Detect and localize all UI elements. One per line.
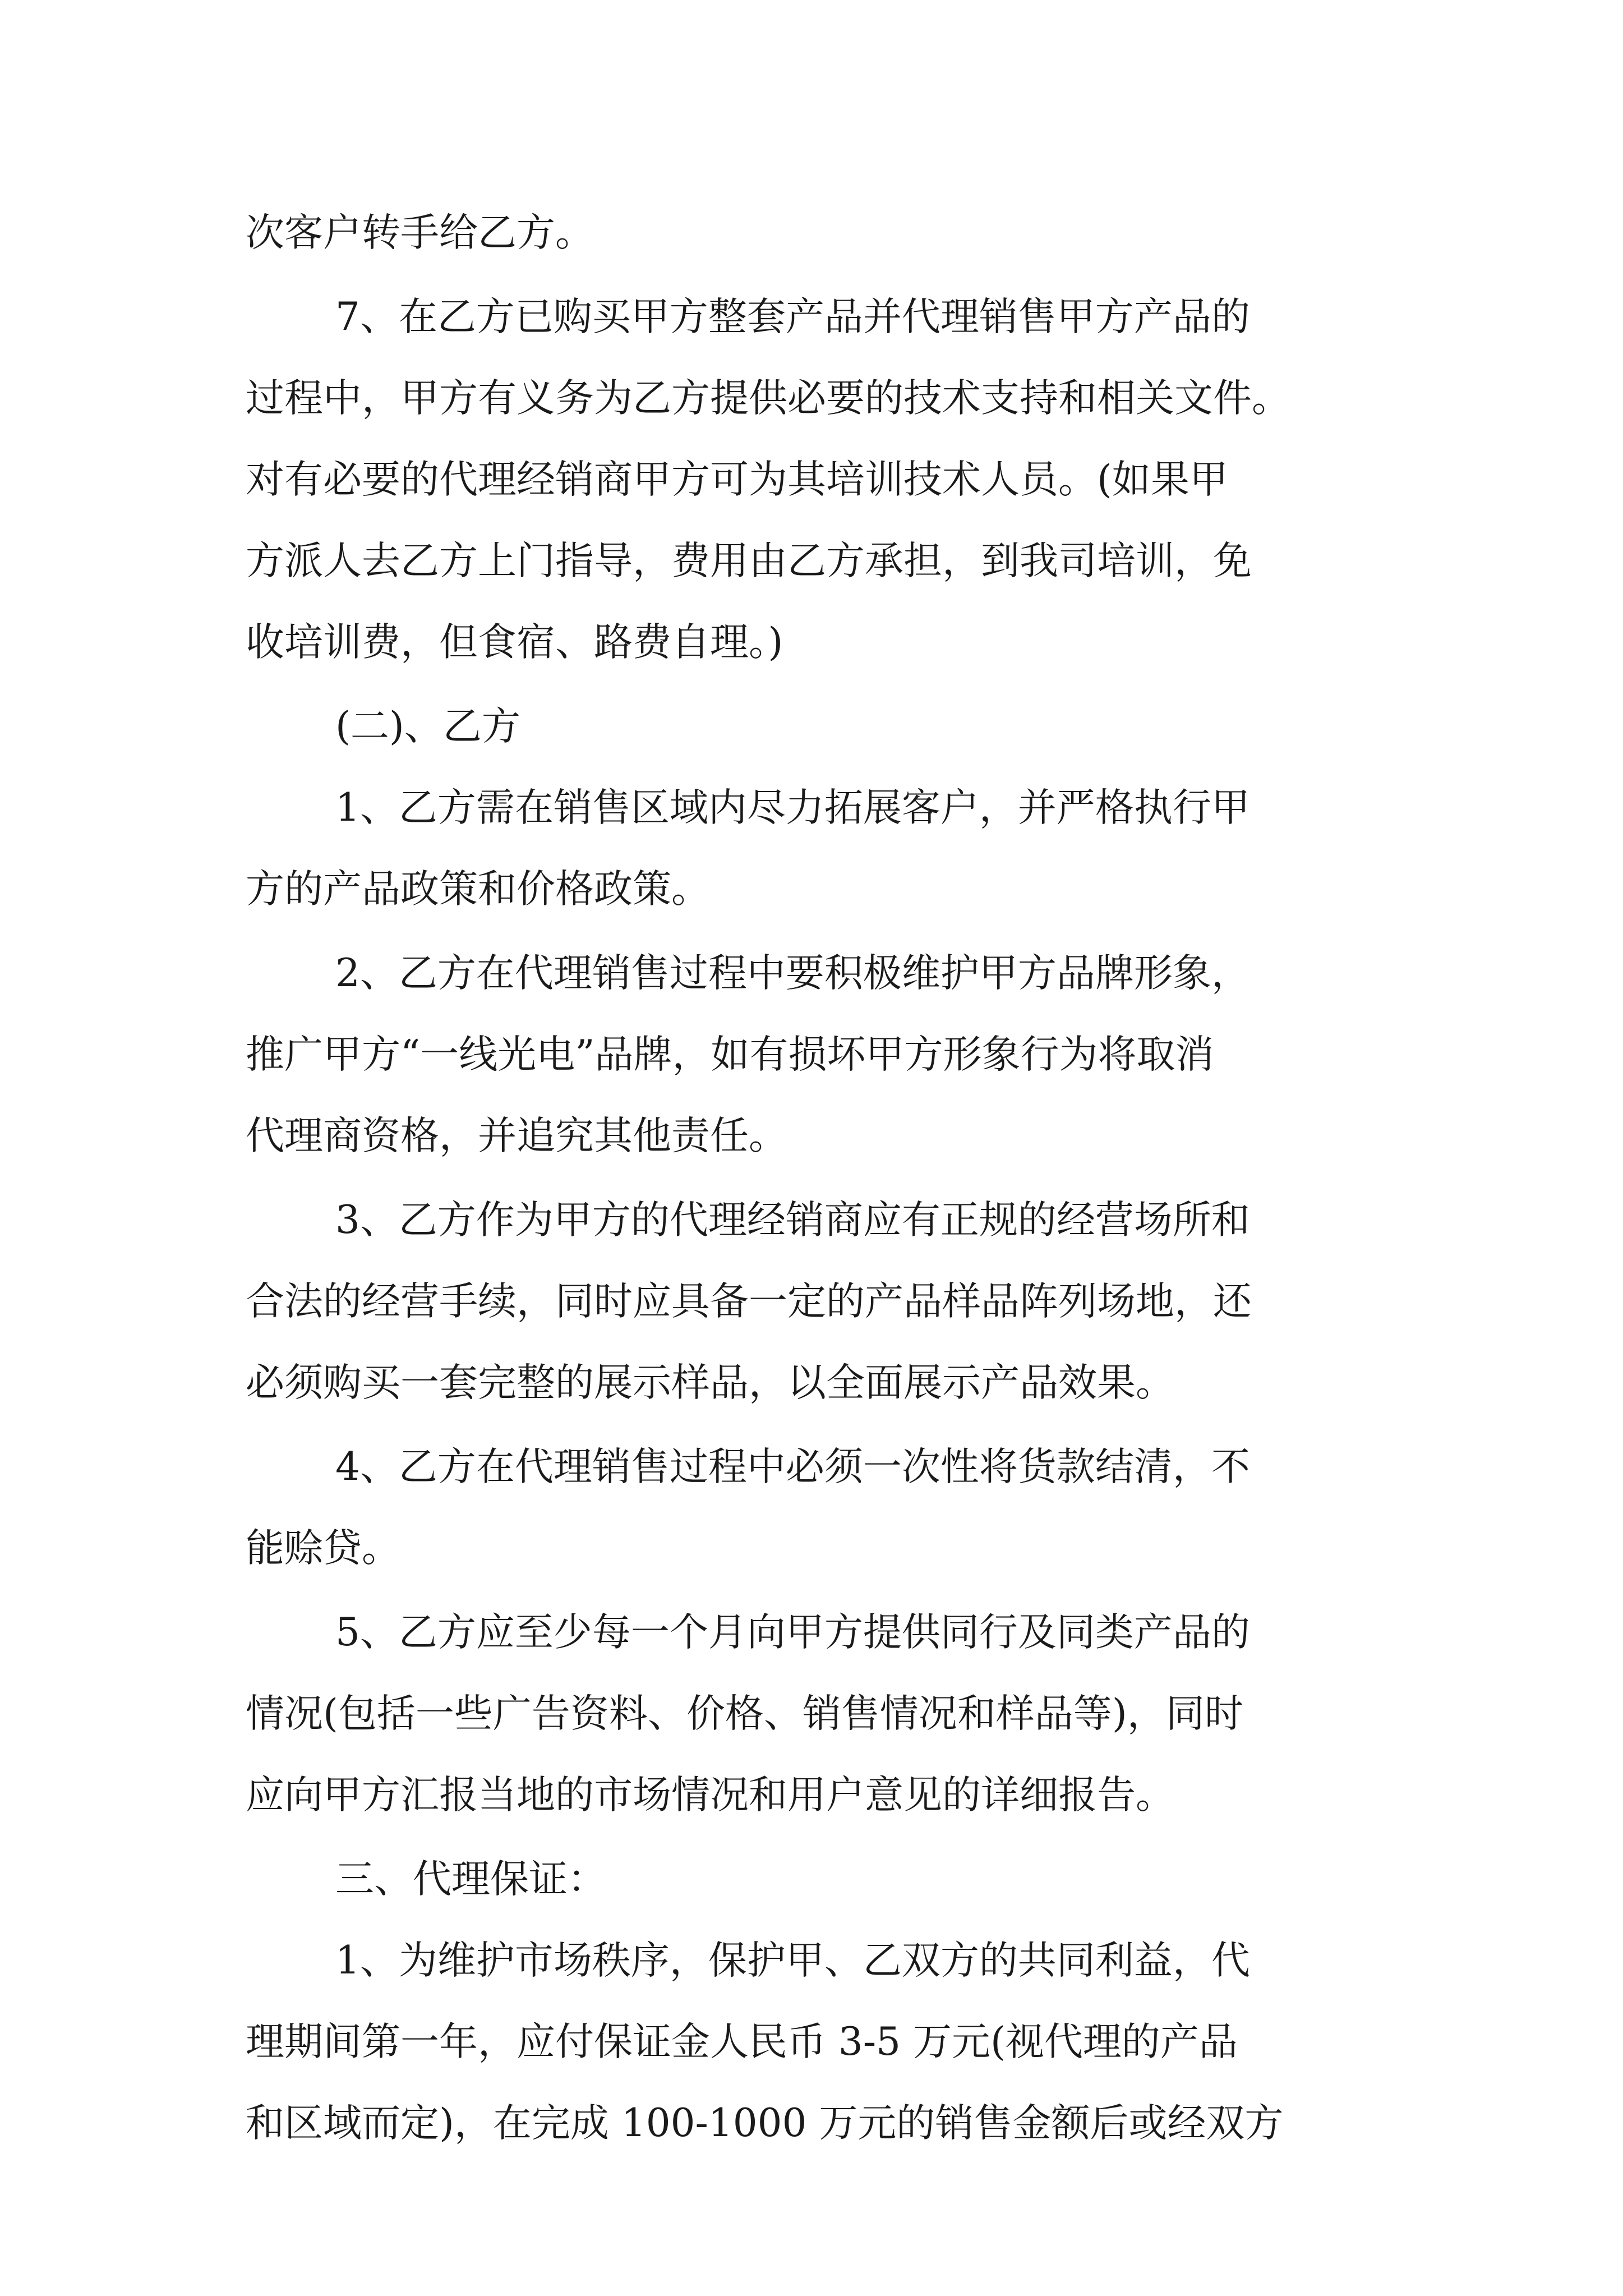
- text-line: 1、乙方需在销售区域内尽力拓展客户，并严格执行甲: [335, 785, 1250, 830]
- text-line: 必须购买一套完整的展示样品，以全面展示产品效果。: [246, 1360, 1174, 1405]
- text-line: 代理商资格，并追究其他责任。: [246, 1114, 787, 1158]
- text-line: 方派人去乙方上门指导，费用由乙方承担，到我司培训，免: [246, 539, 1252, 583]
- text-line: 情况(包括一些广告资料、价格、销售情况和样品等)，同时: [246, 1691, 1243, 1736]
- text-line: 3、乙方作为甲方的代理经销商应有正规的经营场所和: [335, 1198, 1250, 1243]
- text-line: 7、在乙方已购买甲方整套产品并代理销售甲方产品的: [335, 295, 1250, 339]
- text-line: 方的产品政策和价格政策。: [246, 867, 710, 912]
- text-line: 过程中，甲方有义务为乙方提供必要的技术支持和相关文件。: [246, 376, 1290, 421]
- text-line: 4、乙方在代理销售过程中必须一次性将货款结清，不: [335, 1444, 1250, 1489]
- text-line: 收培训费，但食宿、路费自理。): [246, 620, 783, 665]
- text-line: 对有必要的代理经销商甲方可为其培训技术人员。(如果甲: [246, 457, 1228, 502]
- text-line: 5、乙方应至少每一个月向甲方提供同行及同类产品的: [335, 1610, 1250, 1655]
- text-line: 能赊贷。: [246, 1526, 400, 1571]
- text-line: 1、为维护市场秩序，保护甲、乙双方的共同利益，代: [335, 1938, 1250, 1983]
- text-line: 和区域而定)，在完成 100-1000 万元的销售金额后或经双方: [246, 2101, 1284, 2146]
- text-line: 2、乙方在代理销售过程中要积极维护甲方品牌形象，: [335, 951, 1250, 996]
- section-heading: 三、代理保证：: [335, 1857, 606, 1902]
- text-line: 推广甲方“一线光电”品牌，如有损坏甲方形象行为将取消: [246, 1032, 1214, 1077]
- section-heading: (二)、乙方: [335, 704, 520, 749]
- text-line: 次客户转手给乙方。: [246, 210, 594, 255]
- text-line: 应向甲方汇报当地的市场情况和用户意见的详细报告。: [246, 1773, 1174, 1818]
- text-line: 合法的经营手续，同时应具备一定的产品样品阵列场地，还: [246, 1279, 1252, 1324]
- text-line: 理期间第一年，应付保证金人民币 3-5 万元(视代理的产品: [246, 2019, 1238, 2064]
